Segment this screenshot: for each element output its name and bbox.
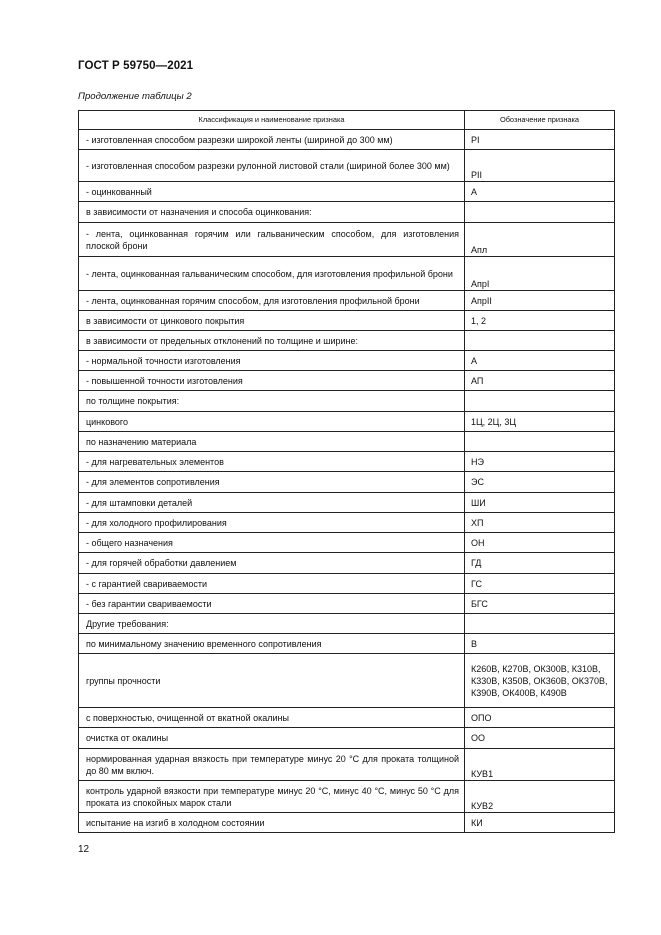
feature-code-cell: PII: [465, 150, 615, 182]
feature-code-cell: 1Ц, 2Ц, 3Ц: [465, 412, 615, 432]
table-row: [79, 594, 615, 614]
feature-code-cell: [465, 614, 615, 634]
table-row: [79, 291, 615, 311]
feature-code-cell: ГД: [465, 553, 615, 574]
feature-name-cell: - без гарантии свариваемости: [79, 594, 465, 614]
feature-name-cell: - для нагревательных элементов: [79, 452, 465, 472]
table-row: [79, 202, 615, 223]
table-row: [79, 493, 615, 513]
table-body: [79, 130, 615, 833]
table-row: [79, 781, 615, 813]
table-row: [79, 432, 615, 452]
column-header-classification: Классификация и наименование признака: [79, 111, 465, 130]
feature-code-cell: ШИ: [465, 493, 615, 513]
feature-name-cell: - оцинкованный: [79, 182, 465, 202]
feature-code-cell: КУВ2: [465, 781, 615, 813]
feature-name-cell: цинкового: [79, 412, 465, 432]
feature-name-cell: по толщине покрытия:: [79, 391, 465, 412]
feature-code-cell: В: [465, 634, 615, 654]
feature-name-cell: группы прочности: [79, 654, 465, 708]
feature-code-cell: КИ: [465, 813, 615, 833]
feature-name-cell: - для штамповки деталей: [79, 493, 465, 513]
feature-name-cell: в зависимости от предельных отклонений по толщине и ширине:: [79, 331, 465, 351]
feature-code-cell: КУВ1: [465, 749, 615, 781]
feature-name-cell: - лента, оцинкованная горячим способом, для изготовления профильной брони: [79, 291, 465, 311]
table-row: [79, 311, 615, 331]
feature-code-cell: 1, 2: [465, 311, 615, 331]
table-row: [79, 634, 615, 654]
table-row: [79, 614, 615, 634]
feature-name-cell: в зависимости от назначения и способа оцинкования:: [79, 202, 465, 223]
table-header-row: [79, 111, 615, 130]
table-row: [79, 351, 615, 371]
feature-code-cell: [465, 331, 615, 351]
table-row: [79, 654, 615, 708]
feature-code-cell: ЭС: [465, 472, 615, 493]
feature-code-cell: ОО: [465, 728, 615, 749]
feature-name-cell: по назначению материала: [79, 432, 465, 452]
feature-code-cell: ОН: [465, 533, 615, 553]
feature-name-cell: - нормальной точности изготовления: [79, 351, 465, 371]
table-row: [79, 813, 615, 833]
table-row: [79, 130, 615, 150]
feature-code-cell: К260В, К270В, ОК300В, К310В, К330В, К350В, ОК360В, ОК370В, К390В, ОК400В, К490В: [465, 654, 615, 708]
feature-name-cell: с поверхностью, очищенной от вкатной окалины: [79, 708, 465, 728]
table-row: [79, 150, 615, 182]
feature-name-cell: - изготовленная способом разрезки рулонной листовой стали (шириной более 300 мм): [79, 150, 465, 182]
feature-code-cell: PI: [465, 130, 615, 150]
feature-code-cell: [465, 202, 615, 223]
table-row: [79, 574, 615, 594]
feature-name-cell: - лента, оцинкованная горячим или гальваническим способом, для изготовления плоской брони: [79, 223, 465, 257]
feature-name-cell: контроль ударной вязкости при температуре минус 20 °С, минус 40 °С, минус 50 °С для проката из спокойных марок стали: [79, 781, 465, 813]
table-row: [79, 257, 615, 291]
table-row: [79, 391, 615, 412]
feature-name-cell: - лента, оцинкованная гальваническим способом, для изготовления профильной брони: [79, 257, 465, 291]
feature-name-cell: очистка от окалины: [79, 728, 465, 749]
feature-name-cell: - для холодного профилирования: [79, 513, 465, 533]
feature-code-cell: А: [465, 351, 615, 371]
feature-name-cell: - повышенной точности изготовления: [79, 371, 465, 391]
table-row: [79, 708, 615, 728]
table-row: [79, 223, 615, 257]
feature-code-cell: БГС: [465, 594, 615, 614]
table-row: [79, 371, 615, 391]
feature-name-cell: Другие требования:: [79, 614, 465, 634]
feature-code-cell: АпрII: [465, 291, 615, 311]
table-row: [79, 553, 615, 574]
feature-code-cell: [465, 391, 615, 412]
feature-name-cell: - изготовленная способом разрезки широкой ленты (шириной до 300 мм): [79, 130, 465, 150]
table-row: [79, 533, 615, 553]
feature-code-cell: ОПО: [465, 708, 615, 728]
feature-code-cell: [465, 432, 615, 452]
feature-name-cell: по минимальному значению временного сопротивления: [79, 634, 465, 654]
feature-code-cell: АП: [465, 371, 615, 391]
table-row: [79, 452, 615, 472]
feature-code-cell: А: [465, 182, 615, 202]
table-row: [79, 412, 615, 432]
feature-name-cell: - с гарантией свариваемости: [79, 574, 465, 594]
feature-name-cell: - общего назначения: [79, 533, 465, 553]
feature-name-cell: в зависимости от цинкового покрытия: [79, 311, 465, 331]
classification-table: [78, 110, 615, 833]
table-row: [79, 331, 615, 351]
table-row: [79, 182, 615, 202]
feature-code-cell: ХП: [465, 513, 615, 533]
table-row: [79, 513, 615, 533]
table-row: [79, 472, 615, 493]
feature-code-cell: Апл: [465, 223, 615, 257]
page-number: 12: [78, 844, 90, 855]
column-header-designation: Обозначение признака: [465, 111, 615, 130]
table-row: [79, 728, 615, 749]
standard-title: ГОСТ Р 59750—2021: [78, 60, 194, 72]
table-continuation-caption: Продолжение таблицы 2: [78, 91, 192, 102]
feature-code-cell: ГС: [465, 574, 615, 594]
table-row: [79, 749, 615, 781]
feature-name-cell: - для элементов сопротивления: [79, 472, 465, 493]
feature-name-cell: испытание на изгиб в холодном состоянии: [79, 813, 465, 833]
feature-name-cell: нормированная ударная вязкость при температуре минус 20 °С для проката толщиной до 80 мм включ.: [79, 749, 465, 781]
feature-code-cell: НЭ: [465, 452, 615, 472]
feature-name-cell: - для горячей обработки давлением: [79, 553, 465, 574]
feature-code-cell: АпрI: [465, 257, 615, 291]
